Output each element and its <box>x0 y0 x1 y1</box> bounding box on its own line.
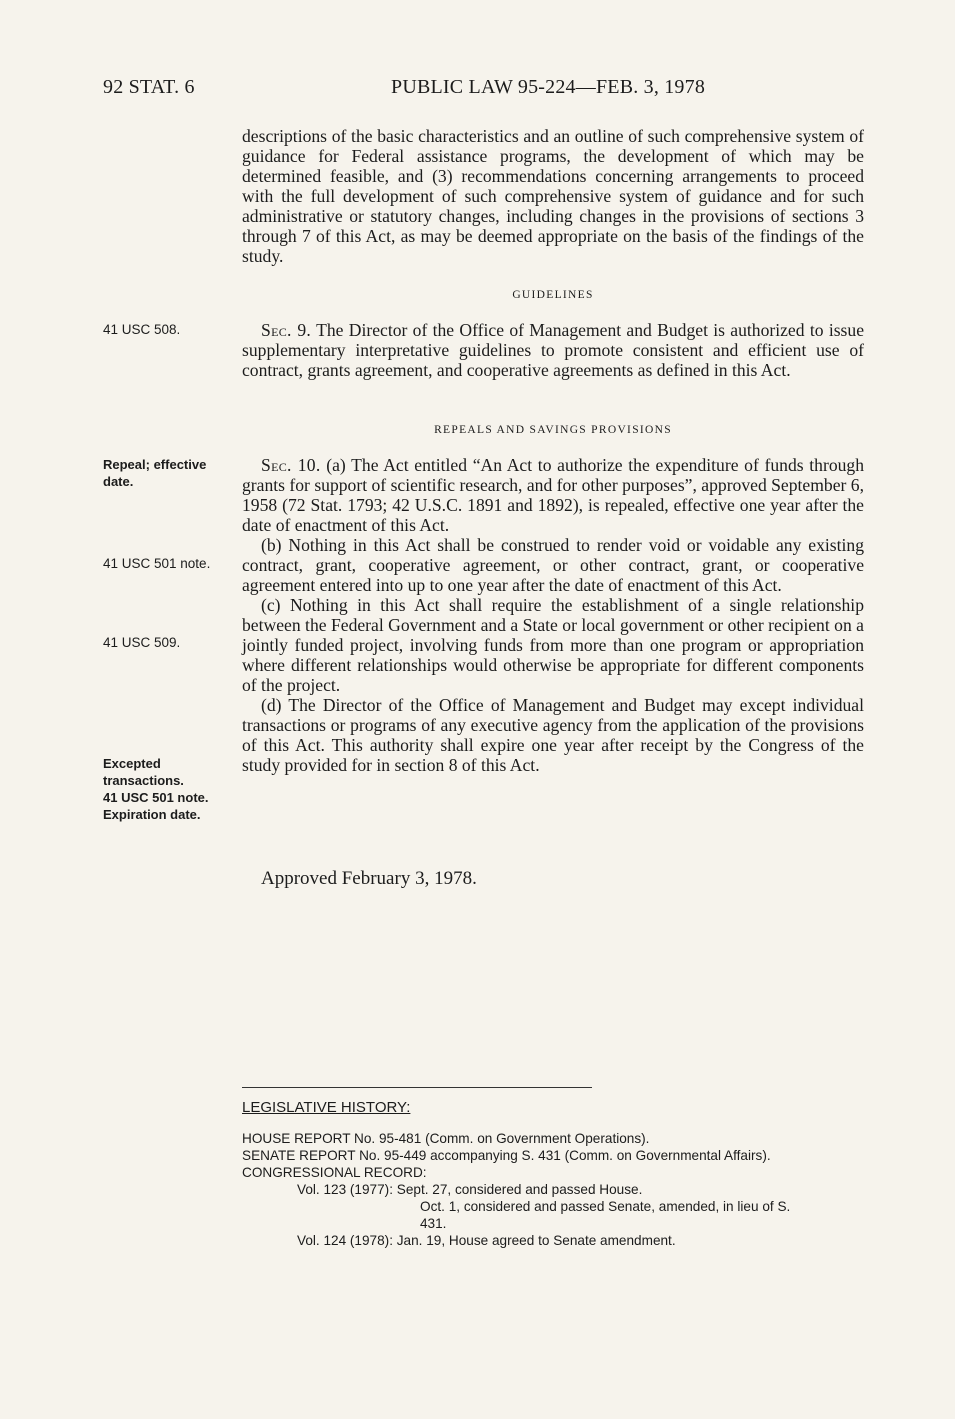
heading-repeals: REPEALS AND SAVINGS PROVISIONS <box>434 424 672 436</box>
section-10b-paragraph: (b) Nothing in this Act shall be construed to render void or voidable any existing contract, grant, cooperative agreement, or other contract, grant, or cooperative agreement entered into up to one year after the date of enactment of this Act. <box>242 535 864 595</box>
margin-note-excepted-line-3: 41 USC 501 note. <box>103 790 209 805</box>
record-vol-123-senate-cont: 431. <box>420 1216 447 1231</box>
margin-note-excepted-line-2: transactions. <box>103 773 184 788</box>
divider-rule <box>242 1087 592 1088</box>
section-9-text: The Director of the Office of Management and Budget is authorized to issue supplementary interpretative guidelines to promote consistent and efficient use of contract, grants agreement, and cooperative agreements as defined in this Act. <box>242 320 865 380</box>
section-10 <box>242 455 864 775</box>
section-9 <box>242 320 864 380</box>
house-report: HOUSE REPORT No. 95-481 (Comm. on Government Operations). <box>242 1131 650 1146</box>
section-10c-paragraph: (c) Nothing in this Act shall require the establishment of a single relationship between the Federal Government and a State or local government or other recipient on a jointly funded project, involving funds from more than one program or appropriation where different relationships would otherwise be appropriate for different components of the project. <box>242 595 864 695</box>
margin-note-excepted-line-1: Excepted <box>103 756 161 771</box>
margin-note-repeal-line-2: date. <box>103 474 134 489</box>
margin-note-repeal-line-1: Repeal; effective <box>103 457 207 472</box>
section-9-label: Sec. 9. <box>261 320 312 340</box>
margin-note-excepted-line-4: Expiration date. <box>103 807 201 822</box>
section-10d-paragraph: (d) The Director of the Office of Management and Budget may except individual transactions or programs of any executive agency from the application of the provisions of this Act. This authority shall expire one year after receipt by the Congress of the study provided for in section 8 of this Act. <box>242 695 864 775</box>
legislative-history-title: LEGISLATIVE HISTORY: <box>242 1099 411 1116</box>
senate-report: SENATE REPORT No. 95-449 accompanying S. 431 (Comm. on Governmental Affairs). <box>242 1148 771 1163</box>
margin-note-41-usc-509: 41 USC 509. <box>103 635 181 650</box>
running-header: PUBLIC LAW 95-224—FEB. 3, 1978 <box>391 76 706 98</box>
margin-note-repeal <box>103 456 233 490</box>
section-10a-paragraph <box>242 455 864 535</box>
section-9-paragraph <box>242 320 864 380</box>
section-10-label: Sec. 10. <box>261 455 321 475</box>
record-vol-123-house: Vol. 123 (1977): Sept. 27, considered and passed House. <box>297 1182 643 1197</box>
record-vol-124: Vol. 124 (1978): Jan. 19, House agreed to Senate amendment. <box>297 1233 676 1248</box>
record-vol-123-senate: Oct. 1, considered and passed Senate, amended, in lieu of S. <box>420 1199 791 1214</box>
continuation-block <box>242 126 864 266</box>
congressional-record-label: CONGRESSIONAL RECORD: <box>242 1165 427 1180</box>
approval-date: Approved February 3, 1978. <box>261 868 477 889</box>
margin-note-excepted <box>103 755 233 823</box>
margin-note-41-usc-508: 41 USC 508. <box>103 322 181 337</box>
heading-guidelines: GUIDELINES <box>512 289 594 301</box>
margin-note-41-usc-501-note: 41 USC 501 note. <box>103 556 211 571</box>
section-10a-text: (a) The Act entitled “An Act to authorize the expenditure of funds through grants for support of scientific research, and for other purposes”, approved September 6, 1958 (72 Stat. 1793; 42 U.S.C. 1891 and 1892), is repealed, effective one year after the date of enactment of this Act. <box>242 455 865 535</box>
stat-page-reference: 92 STAT. 6 <box>103 76 195 98</box>
legislative-history-block <box>242 1130 872 1249</box>
continuation-paragraph: descriptions of the basic characteristics and an outline of such comprehensive system of guidance for Federal assistance programs, the development of which may be determined feasible, and (3) recommendations concerning arrangements to proceed with the full development of such comprehensive system of guidance and for such administrative or statutory changes, including changes in the provisions of sections 3 through 7 of this Act, as may be deemed appropriate on the basis of the findings of the study. <box>242 126 864 266</box>
